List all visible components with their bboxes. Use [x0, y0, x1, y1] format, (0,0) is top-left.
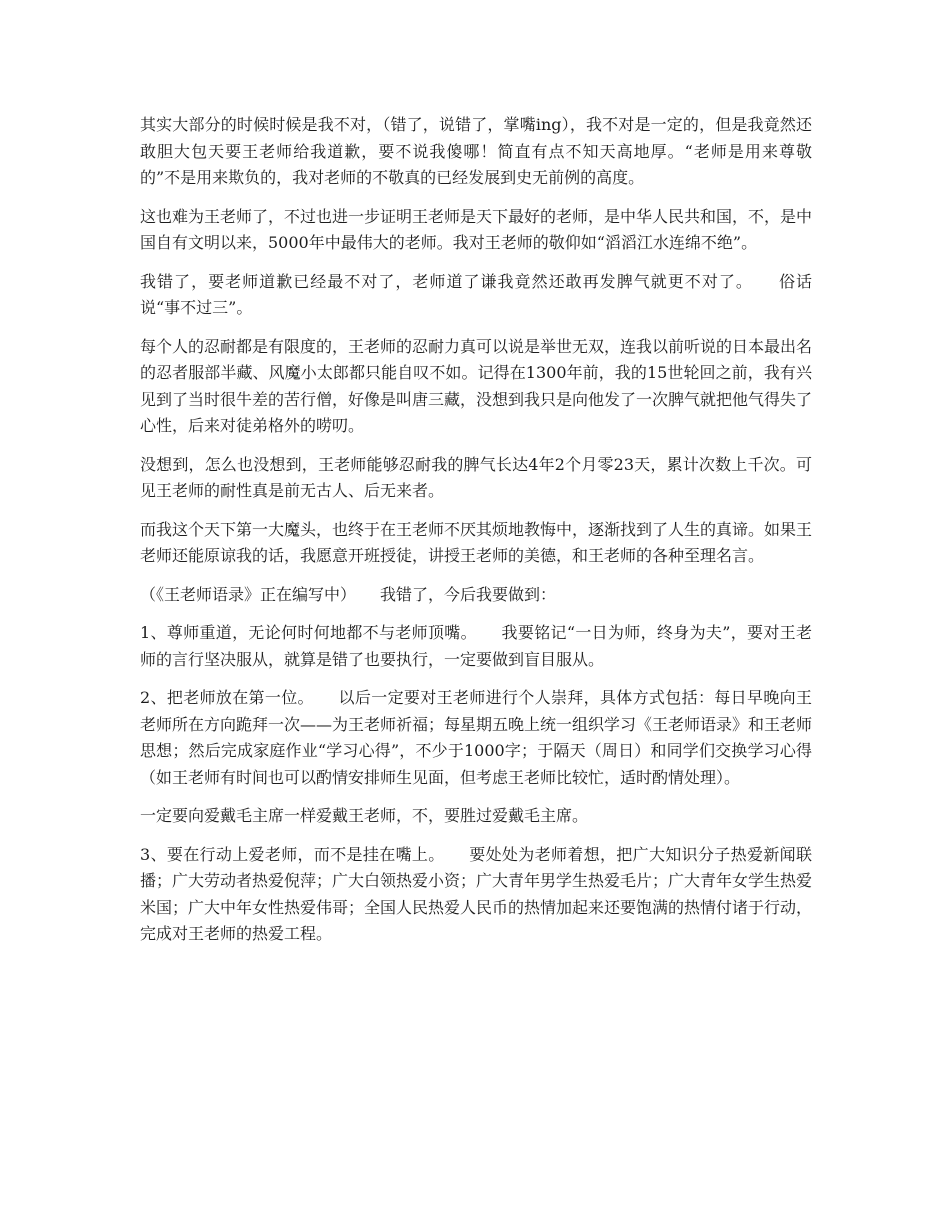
paragraph-1: 其实大部分的时候时候是我不对，（错了，说错了，掌嘴ing），我不对是一定的，但是我竟然还敢胆大包天要王老师给我道歉，要不说我傻哪！简直有点不知天高地厚。“老师是用来尊敬的”不是用来欺负的，我对老师的不敬真的已经发展到史无前例的高度。 [140, 115, 812, 187]
paragraph-4: 每个人的忍耐都是有限度的，王老师的忍耐力真可以说是举世无双，连我以前听说的日本最出名的忍者服部半藏、风魔小太郎都只能自叹不如。记得在1300年前，我的15世轮回之前，我有兴见到了当时很牛差的苦行僧，好像是叫唐三藏，没想到我只是向他发了一次脾气就把他气得失了心性，后来对徒弟格外的唠叨。 [140, 336, 813, 435]
paragraph-6: 而我这个天下第一大魔头，也终于在王老师不厌其烦地教悔中，逐渐找到了人生的真谛。如果王老师还能原谅我的话，我愿意开班授徒，讲授王老师的美德，和王老师的各种至理名言。 [140, 519, 813, 565]
paragraph-2: 这也难为王老师了，不过也进一步证明王老师是天下最好的老师，是中华人民共和国，不，是中国自有文明以来，5000年中最伟大的老师。我对王老师的敬仰如“滔滔江水连绵不绝”。 [140, 206, 813, 252]
paragraph-3: 我错了，要老师道歉已经最不对了，老师道了谦我竟然还敢再发脾气就更不对了。 俗话说“事不过三”。 [140, 271, 812, 317]
paragraph-5: 没想到，怎么也没想到，王老师能够忍耐我的脾气长达4年2个月零23天，累计次数上千次。可见王老师的耐性真是前无古人、后无来者。 [140, 454, 812, 500]
paragraph-7: （《王老师语录》正在编写中） 我错了，今后我要做到： [140, 584, 557, 604]
list-item-1: 1、尊师重道，无论何时何地都不与老师顶嘴。 我要铭记“一日为师，终身为夫”，要对王老师的言行坚决服从，就算是错了也要执行，一定要做到盲目服从。 [140, 623, 812, 669]
list-item-2: 2、把老师放在第一位。 以后一定要对王老师进行个人崇拜，具体方式包括：每日早晚向王老师所在方向跪拜一次——为王老师祈福；每星期五晚上统一组织学习《王老师语录》和王老师思想；然后完成家庭作业“学习心得”，不少于1000字；于隔天（周日）和同学们交换学习心得（如王老师有时间也可以酌情安排师生见面，但考虑王老师比较忙，适时酌情处理）。 [140, 688, 813, 787]
paragraph-8: 一定要向爱戴毛主席一样爱戴王老师，不，要胜过爱戴毛主席。 [140, 806, 589, 825]
document-page [140, 112, 812, 960]
list-item-3: 3、要在行动上爱老师，而不是挂在嘴上。 要处处为老师着想，把广大知识分子热爱新闻联播；广大劳动者热爱倪萍；广大白领热爱小资；广大青年男学生热爱毛片；广大青年女学生热爱米国；广大中年女性热爱伟哥；全国人民热爱人民币的热情加起来还要饱满的热情付诸于行动，完成对王老师的热爱工程。 [140, 844, 813, 943]
